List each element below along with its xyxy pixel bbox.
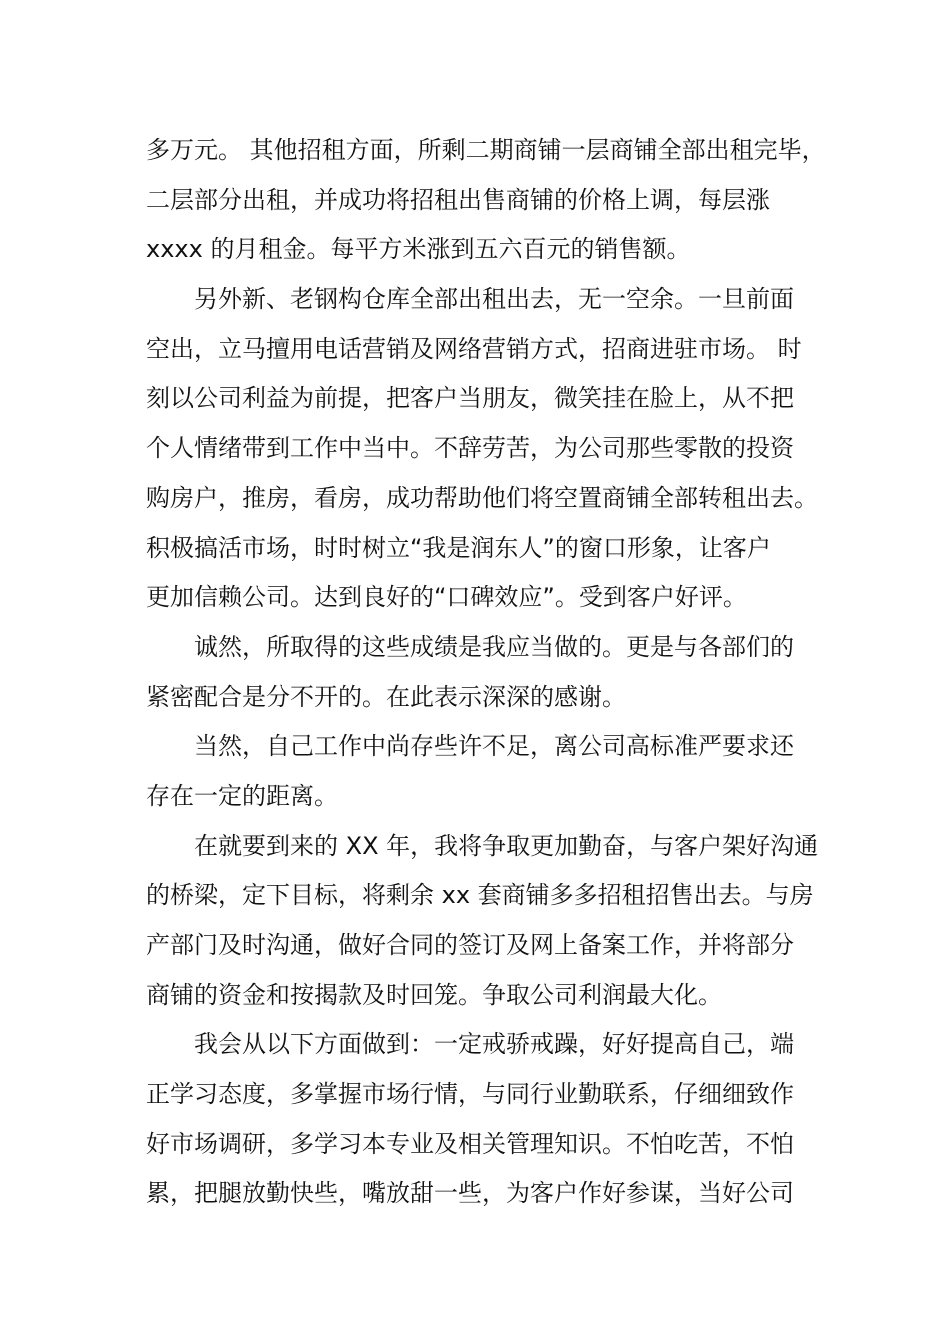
text-line: 累，把腿放勤快些，嘴放甜一些，为客户作好参谋，当好公司 xyxy=(146,1179,794,1208)
paragraph-first-line: 我会从以下方面做到：一定戒骄戒躁，好好提高自己，端 xyxy=(194,1030,794,1059)
paragraph-first-line: 当然，自己工作中尚存些许不足，离公司高标准严要求还 xyxy=(194,732,794,761)
text-line: 购房户，推房，看房，成功帮助他们将空置商铺全部转租出去。 xyxy=(146,483,818,512)
text-line: 好市场调研，多学习本专业及相关管理知识。不怕吃苦，不怕 xyxy=(146,1129,794,1158)
text-line: 积极搞活市场，时时树立“我是润东人”的窗口形象，让客户 xyxy=(146,533,771,562)
text-line: 商铺的资金和按揭款及时回笼。争取公司利润最大化。 xyxy=(146,980,722,1009)
text-line: 紧密配合是分不开的。在此表示深深的感谢。 xyxy=(146,682,626,711)
paragraph-first-line: 诚然，所取得的这些成绩是我应当做的。更是与各部们的 xyxy=(194,632,794,661)
text-line: 产部门及时沟通，做好合同的签订及网上备案工作，并将部分 xyxy=(146,931,794,959)
text-line: xxxx 的月租金。每平方米涨到五六百元的销售额。 xyxy=(146,235,691,264)
text-line: 空出，立马擅用电话营销及网络营销方式，招商进驻市场。 时 xyxy=(146,334,802,363)
text-line: 更加信赖公司。达到良好的“口碑效应”。受到客户好评。 xyxy=(146,583,747,612)
paragraph-first-line: 另外新、老钢构仓库全部出租出去，无一空余。一旦前面 xyxy=(194,285,794,314)
text-line: 的桥梁，定下目标，将剩余 xx 套商铺多多招租招售出去。与房 xyxy=(146,881,814,910)
text-line: 多万元。 其他招租方面，所剩二期商铺一层商铺全部出租完毕， xyxy=(146,136,826,164)
text-line: 正学习态度，多掌握市场行情，与同行业勤联系，仔细细致作 xyxy=(146,1080,794,1109)
text-line: 二层部分出租，并成功将招租出售商铺的价格上调，每层涨 xyxy=(146,185,770,214)
text-line: 个人情绪带到工作中当中。不辞劳苦，为公司那些零散的投资 xyxy=(146,434,794,463)
text-line: 存在一定的距离。 xyxy=(146,781,338,810)
paragraph-first-line: 在就要到来的 XX 年，我将争取更加勤奋，与客户架好沟通 xyxy=(194,831,819,860)
document-body xyxy=(146,126,826,1219)
text-line: 刻以公司利益为前提，把客户当朋友，微笑挂在脸上，从不把 xyxy=(146,384,794,413)
